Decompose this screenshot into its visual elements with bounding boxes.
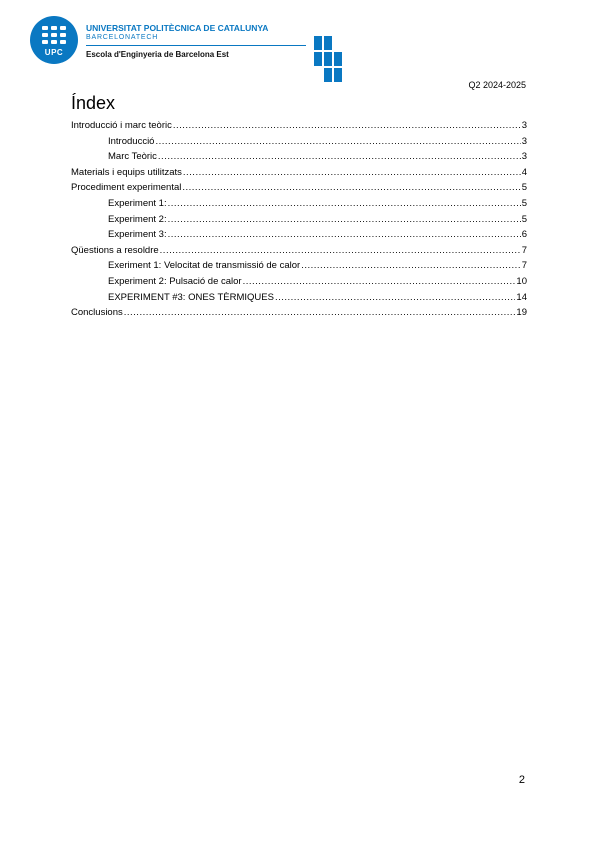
- toc-entry-text: Experiment 2:: [108, 213, 167, 225]
- toc-entry[interactable]: [71, 134, 527, 150]
- upc-logo: [30, 16, 78, 64]
- leader-dots: [168, 196, 521, 212]
- toc-entry[interactable]: [71, 305, 527, 321]
- leader-dots: [182, 180, 520, 196]
- toc-entry-text: Experiment 1:: [108, 197, 167, 209]
- page-number: 2: [518, 774, 525, 786]
- toc-entry-page: 6: [521, 229, 527, 241]
- university-subtitle: BARCELONATECH: [86, 34, 159, 41]
- logo-text: UPC: [44, 48, 64, 57]
- toc-entry-text: Experiment 3:: [108, 229, 167, 241]
- toc-entry-page: 5: [521, 213, 527, 225]
- toc-entry-page: 19: [516, 307, 527, 319]
- toc-entry[interactable]: [71, 258, 527, 274]
- toc-entry[interactable]: [71, 165, 527, 181]
- toc-entry-page: 5: [521, 182, 527, 194]
- toc-entry-text: Materials i equips utilitzats: [71, 166, 182, 178]
- toc-entry-page: 7: [521, 244, 527, 256]
- leader-dots: [160, 243, 521, 259]
- school-name: Escola d'Enginyeria de Barcelona Est: [86, 50, 229, 59]
- table-of-contents: [71, 118, 527, 321]
- leader-dots: [168, 227, 521, 243]
- toc-entry-page: 4: [521, 166, 527, 178]
- toc-entry-text: Introducció i marc teòric: [71, 120, 172, 131]
- toc-entry-page: 3: [521, 135, 527, 147]
- toc-entry-text: Conclusions: [71, 307, 123, 319]
- toc-entry[interactable]: [71, 180, 527, 196]
- header-rule: [86, 45, 306, 46]
- leader-dots: [158, 149, 521, 165]
- toc-entry[interactable]: [71, 118, 527, 134]
- toc-entry-text: EXPERIMENT #3: ONES TÈRMIQUES: [108, 291, 274, 303]
- university-name: UNIVERSITAT POLITÈCNICA DE CATALUNYA: [86, 23, 269, 33]
- leader-dots: [243, 274, 516, 290]
- leader-dots: [173, 118, 521, 134]
- toc-entry-text: Experiment 2: Pulsació de calor: [108, 275, 242, 287]
- toc-entry-page: 3: [521, 120, 527, 131]
- leader-dots: [275, 290, 515, 306]
- toc-entry-page: 10: [516, 275, 527, 287]
- toc-title: Índex: [71, 93, 116, 113]
- toc-entry[interactable]: [71, 212, 527, 228]
- document-header: [30, 16, 320, 70]
- toc-entry[interactable]: [71, 274, 527, 290]
- logo-dots-icon: [42, 26, 66, 44]
- course-period: Q2 2024-2025: [468, 80, 526, 90]
- toc-entry-page: 3: [521, 151, 527, 163]
- toc-entry[interactable]: [71, 227, 527, 243]
- leader-dots: [301, 258, 521, 274]
- toc-entry-page: 14: [516, 291, 527, 303]
- school-blocks-icon: [314, 36, 344, 82]
- toc-entry[interactable]: [71, 243, 527, 259]
- toc-entry-text: Qüestions a resoldre: [71, 244, 159, 256]
- toc-entry-text: Procediment experimental: [71, 182, 182, 194]
- toc-entry-text: Exeriment 1: Velocitat de transmissió de calor: [108, 260, 301, 272]
- toc-entry[interactable]: [71, 196, 527, 212]
- leader-dots: [183, 165, 521, 181]
- toc-entry-page: 7: [521, 260, 527, 272]
- leader-dots: [155, 134, 520, 150]
- toc-entry-text: Introducció: [108, 135, 155, 147]
- toc-entry[interactable]: [71, 149, 527, 165]
- leader-dots: [124, 305, 516, 321]
- leader-dots: [168, 212, 521, 228]
- toc-entry-text: Marc Teòric: [108, 151, 157, 163]
- toc-entry[interactable]: [71, 290, 527, 306]
- toc-entry-page: 5: [521, 197, 527, 209]
